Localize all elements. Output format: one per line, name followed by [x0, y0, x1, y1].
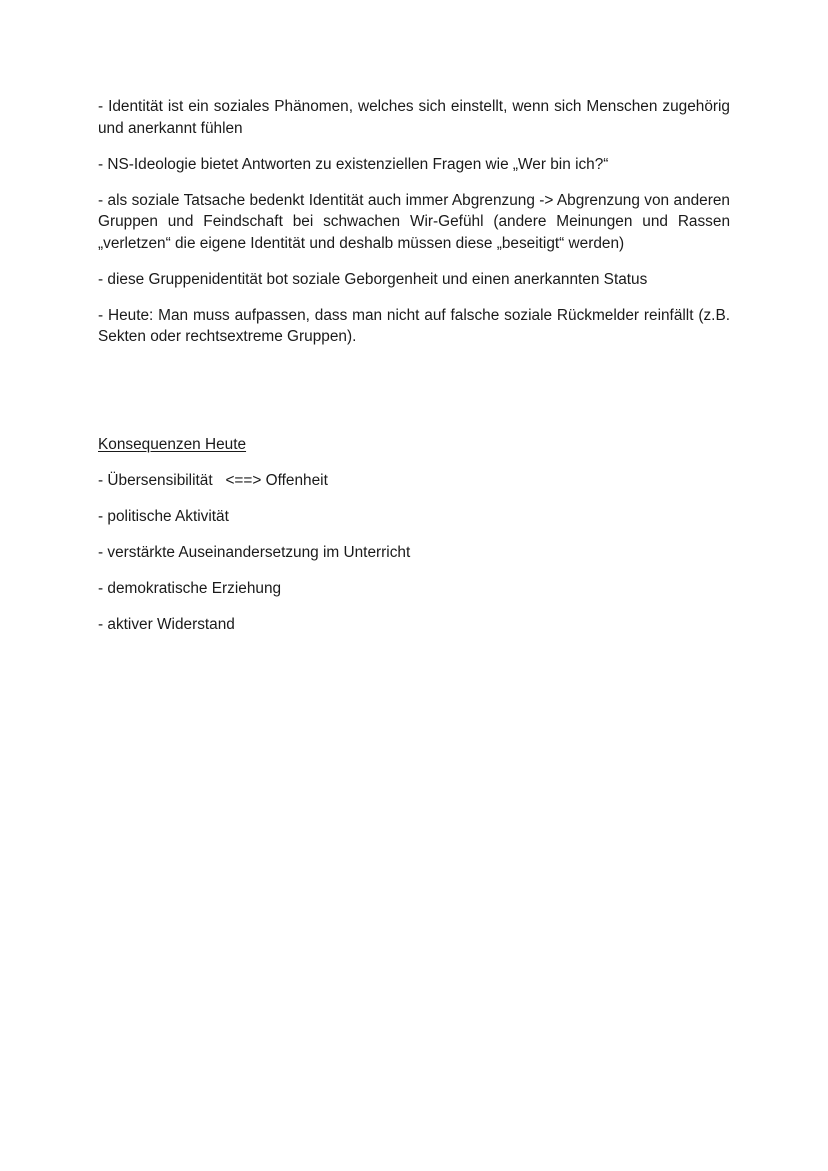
list-item: - politische Aktivität — [98, 508, 229, 526]
list-item: - demokratische Erziehung — [98, 580, 282, 598]
consequences-heading: Konsequenzen Heute — [98, 436, 247, 454]
list-item: - aktiver Widerstand — [98, 616, 235, 634]
paragraph-demarcation: - als soziale Tatsache bedenkt Identität auch immer Abgrenzung -> Abgrenzung von anderen Gruppen und Feindschaft bei schwachen Wir-Gefühl (andere Meinungen und Rassen „verletzen“ die eigene Identität und deshalb müssen diese „beseitigt“ werden) — [98, 191, 730, 252]
paragraph-today: - Heute: Man muss aufpassen, dass man nicht auf falsche soziale Rückmelder reinfällt (z.B. Sekten oder rechtsextreme Gruppen). — [98, 306, 730, 346]
list-item: - Übersensibilität <==> Offenheit — [98, 472, 328, 490]
section-gap — [98, 362, 730, 434]
list-item: - verstärkte Auseinandersetzung im Unterricht — [98, 544, 411, 562]
paragraph-identity: - Identität ist ein soziales Phänomen, welches sich einstellt, wenn sich Menschen zugehörig und anerkannt fühlen — [98, 98, 730, 137]
document-page — [98, 96, 730, 650]
paragraph-group-identity: - diese Gruppenidentität bot soziale Geborgenheit und einen anerkannten Status — [98, 270, 648, 288]
paragraph-ns-ideology: - NS-Ideologie bietet Antworten zu existenziellen Fragen wie „Wer bin ich?“ — [98, 155, 609, 173]
